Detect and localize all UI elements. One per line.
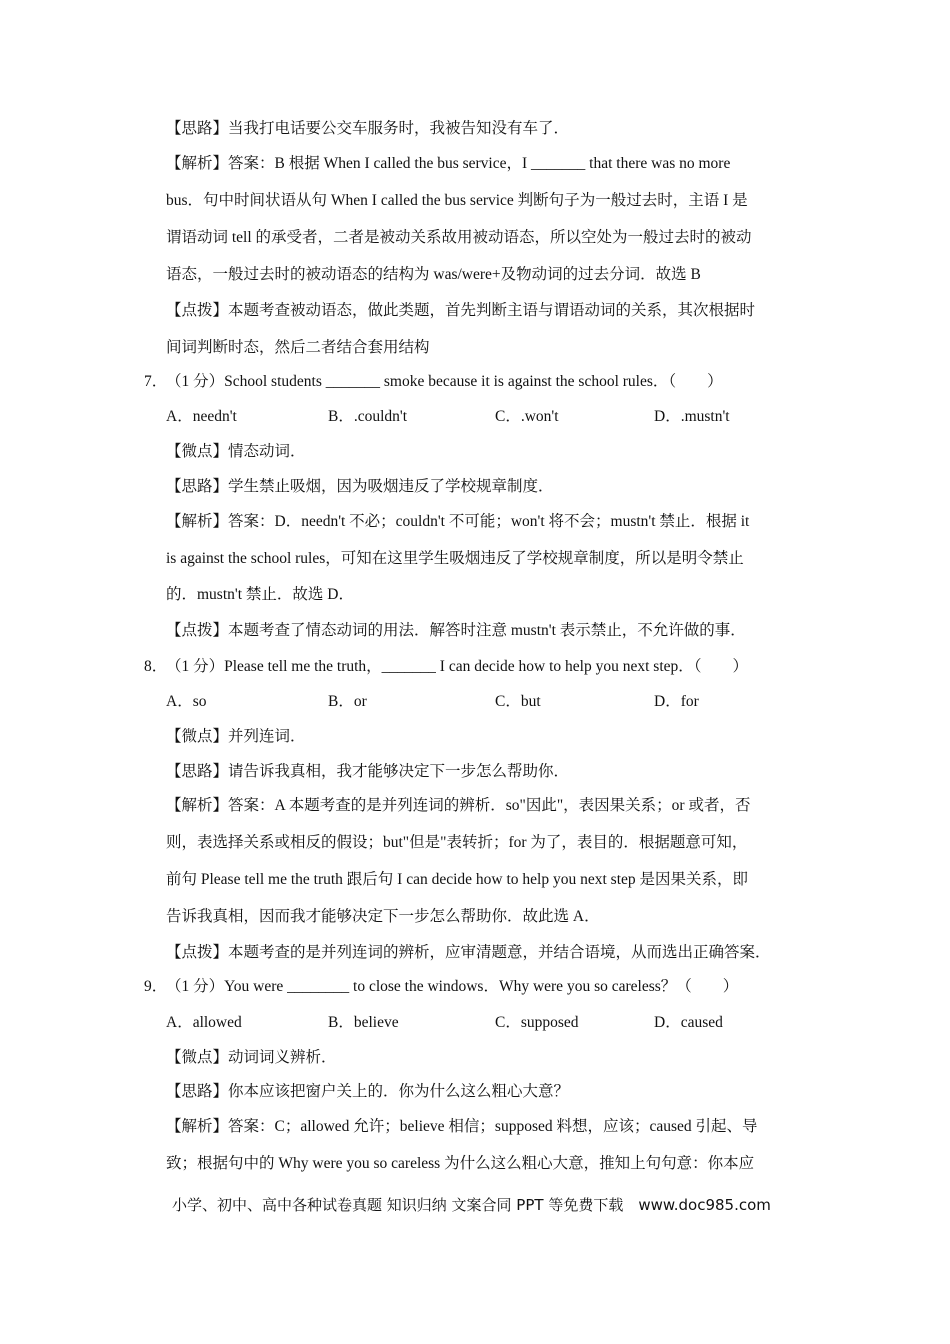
q9-option-c: C．supposed [495, 1014, 579, 1031]
q8-silu: 【思路】请告诉我真相，我才能够决定下一步怎么帮助你． [166, 763, 570, 780]
q8-number: 8． [144, 658, 168, 675]
q7-weidian: 【微点】情态动词． [166, 443, 306, 460]
q9-jiexi-line-1: 【解析】答案：C；allowed 允许；believe 相信；supposed 料想，应该；caused 引起、导 [166, 1118, 758, 1135]
footer-ad: 小学、初中、高中各种试卷真题 知识归纳 文案合同 PPT 等免费下载 www.doc985.com [172, 1196, 771, 1214]
q7-option-b: B．.couldn't [328, 408, 407, 425]
q9-option-a: A．allowed [166, 1014, 242, 1031]
q8-jiexi-line-4: 告诉我真相，因而我才能够决定下一步怎么帮助你．故此选 A． [166, 908, 600, 925]
q6-dianbo-line-1: 【点拨】本题考查被动语态，做此类题，首先判断主语与谓语动词的关系，其次根据时 [166, 302, 756, 319]
q8-option-d: D．for [654, 693, 699, 710]
q9-number: 9． [144, 978, 168, 995]
q7-silu: 【思路】学生禁止吸烟，因为吸烟违反了学校规章制度． [166, 478, 554, 495]
q7-number: 7． [144, 373, 168, 390]
q8-option-b: B．or [328, 693, 367, 710]
q7-jiexi-line-1: 【解析】答案：D．needn't 不必；couldn't 不可能；won't 将不会；mustn't 禁止．根据 it [166, 513, 750, 530]
q7-jiexi-line-3: 的．mustn't 禁止．故选 D． [166, 586, 354, 603]
q8-jiexi-line-2: 则，表选择关系或相反的假设；but"但是"表转折；for 为了，表目的．根据题意可知， [166, 834, 748, 851]
q8-jiexi-line-3: 前句 Please tell me the truth 跟后句 I can decide how to help you next step 是因果关系，即 [166, 871, 749, 888]
q9-option-b: B．believe [328, 1014, 399, 1031]
q6-jiexi-line-4: 语态，一般过去时的被动语态的结构为 was/were+及物动词的过去分词．故选 B [166, 266, 701, 283]
q8-option-c: C．but [495, 693, 541, 710]
q8-weidian: 【微点】并列连词． [166, 728, 306, 745]
q6-silu: 【思路】当我打电话要公交车服务时，我被告知没有车了． [166, 120, 570, 137]
q7-option-d: D．.mustn't [654, 408, 730, 425]
q6-dianbo-line-2: 间词判断时态，然后二者结合套用结构 [166, 339, 430, 356]
q6-jiexi-line-3: 谓语动词 tell 的承受者，二者是被动关系故用被动语态，所以空处为一般过去时的被动 [166, 229, 752, 246]
q7-option-c: C．.won't [495, 408, 559, 425]
q8-jiexi-line-1: 【解析】答案：A 本题考查的是并列连词的辨析．so"因此"，表因果关系；or 或者，否 [166, 797, 751, 814]
q7-stem: （1 分）School students _______ smoke because it is against the school rules．（ ） [166, 373, 723, 390]
q7-jiexi-line-2: is against the school rules，可知在这里学生吸烟违反了学校规章制度，所以是明令禁止 [166, 550, 744, 567]
q8-stem: （1 分）Please tell me the truth，_______ I can decide how to help you next step．（ ） [166, 658, 748, 675]
q6-jiexi-line-1: 【解析】答案：B 根据 When I called the bus service，I _______ that there was no more [166, 155, 731, 172]
q8-option-a: A．so [166, 693, 207, 710]
q9-option-d: D．caused [654, 1014, 723, 1031]
q9-jiexi-line-2: 致；根据句中的 Why were you so careless 为什么这么粗心大意，推知上句句意：你本应 [166, 1155, 755, 1172]
q9-stem: （1 分）You were ________ to close the windows．Why were you so careless？（ ） [166, 978, 739, 995]
q6-jiexi-line-2: bus．句中时间状语从句 When I called the bus service 判断句子为一般过去时，主语 I 是 [166, 192, 748, 209]
q9-silu: 【思路】你本应该把窗户关上的．你为什么这么粗心大意？ [166, 1083, 570, 1100]
q7-option-a: A．needn't [166, 408, 237, 425]
q9-weidian: 【微点】动词词义辨析． [166, 1049, 337, 1066]
q7-dianbo: 【点拨】本题考查了情态动词的用法．解答时注意 mustn't 表示禁止，不允许做的事． [166, 622, 746, 639]
q8-dianbo: 【点拨】本题考查的是并列连词的辨析，应审清题意，并结合语境，从而选出正确答案． [166, 944, 771, 961]
